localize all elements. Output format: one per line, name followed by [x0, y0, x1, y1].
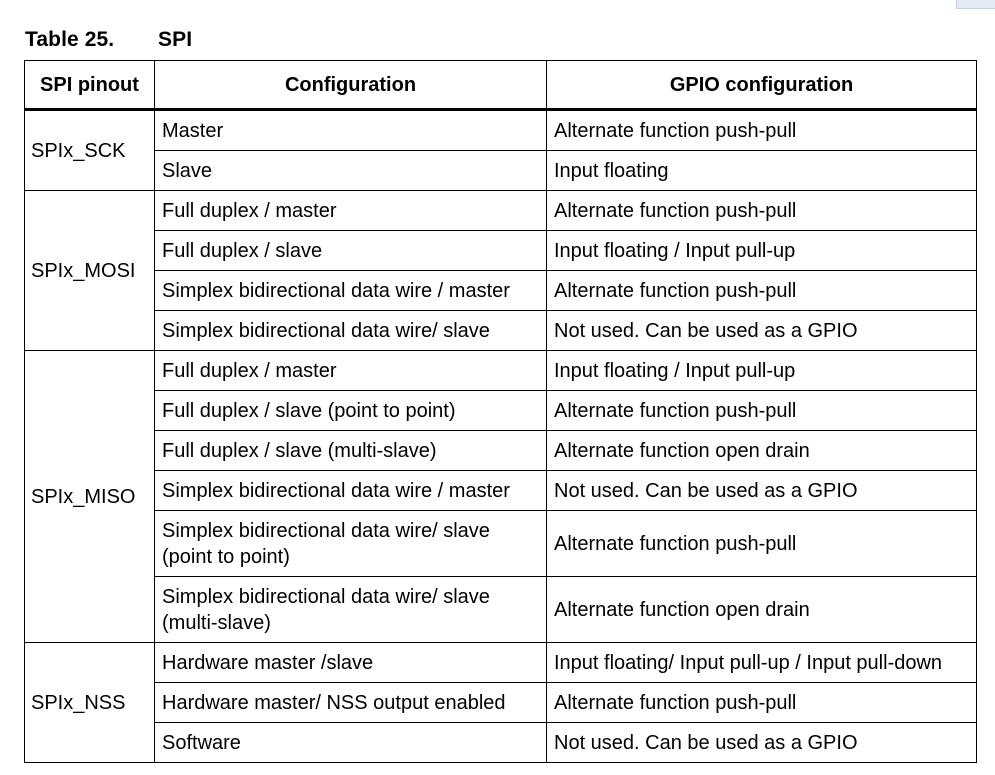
table-row	[25, 271, 977, 311]
table-row	[25, 351, 977, 391]
config-cell: Simplex bidirectional data wire/ slave	[155, 311, 547, 351]
config-cell: Simplex bidirectional data wire/ slave (multi-slave)	[155, 577, 547, 643]
config-cell: Simplex bidirectional data wire / master	[155, 271, 547, 311]
table-row	[25, 191, 977, 231]
gpio-cell: Alternate function push-pull	[547, 191, 977, 231]
gpio-cell: Not used. Can be used as a GPIO	[547, 311, 977, 351]
gpio-cell: Alternate function push-pull	[547, 110, 977, 151]
gpio-cell: Not used. Can be used as a GPIO	[547, 471, 977, 511]
config-cell: Simplex bidirectional data wire / master	[155, 471, 547, 511]
config-cell: Hardware master /slave	[155, 643, 547, 683]
table-row	[25, 643, 977, 683]
spi-table	[24, 60, 977, 763]
pinout-cell: SPIx_MOSI	[25, 191, 155, 351]
table-title: SPI	[158, 28, 193, 51]
config-cell: Master	[155, 110, 547, 151]
config-cell: Full duplex / slave (point to point)	[155, 391, 547, 431]
table-row	[25, 231, 977, 271]
gpio-cell: Input floating	[547, 151, 977, 191]
header-spi-pinout: SPI pinout	[25, 61, 155, 110]
config-cell: Hardware master/ NSS output enabled	[155, 683, 547, 723]
config-cell: Full duplex / master	[155, 351, 547, 391]
window-corner-tab	[956, 0, 995, 9]
gpio-cell: Alternate function open drain	[547, 431, 977, 471]
pinout-cell: SPIx_MISO	[25, 351, 155, 643]
config-cell: Slave	[155, 151, 547, 191]
pinout-cell: SPIx_NSS	[25, 643, 155, 763]
header-configuration: Configuration	[155, 61, 547, 110]
config-cell: Full duplex / slave (multi-slave)	[155, 431, 547, 471]
config-cell: Software	[155, 723, 547, 763]
header-gpio-configuration: GPIO configuration	[547, 61, 977, 110]
gpio-cell: Input floating / Input pull-up	[547, 231, 977, 271]
pinout-cell: SPIx_SCK	[25, 110, 155, 191]
table-row	[25, 311, 977, 351]
table-row	[25, 151, 977, 191]
table-row	[25, 431, 977, 471]
table-row	[25, 511, 977, 577]
table-row	[25, 723, 977, 763]
gpio-cell: Alternate function push-pull	[547, 511, 977, 577]
gpio-cell: Alternate function push-pull	[547, 271, 977, 311]
config-cell: Full duplex / master	[155, 191, 547, 231]
table-row	[25, 110, 977, 151]
header-row	[25, 61, 977, 110]
gpio-cell: Not used. Can be used as a GPIO	[547, 723, 977, 763]
gpio-cell: Alternate function push-pull	[547, 391, 977, 431]
table-row	[25, 683, 977, 723]
table-row	[25, 577, 977, 643]
table-row	[25, 471, 977, 511]
table-number: Table 25.	[25, 28, 115, 51]
gpio-cell: Alternate function push-pull	[547, 683, 977, 723]
gpio-cell: Alternate function open drain	[547, 577, 977, 643]
gpio-cell: Input floating / Input pull-up	[547, 351, 977, 391]
config-cell: Full duplex / slave	[155, 231, 547, 271]
config-cell: Simplex bidirectional data wire/ slave (point to point)	[155, 511, 547, 577]
gpio-cell: Input floating/ Input pull-up / Input pull-down	[547, 643, 977, 683]
table-caption	[25, 28, 192, 52]
table-row	[25, 391, 977, 431]
